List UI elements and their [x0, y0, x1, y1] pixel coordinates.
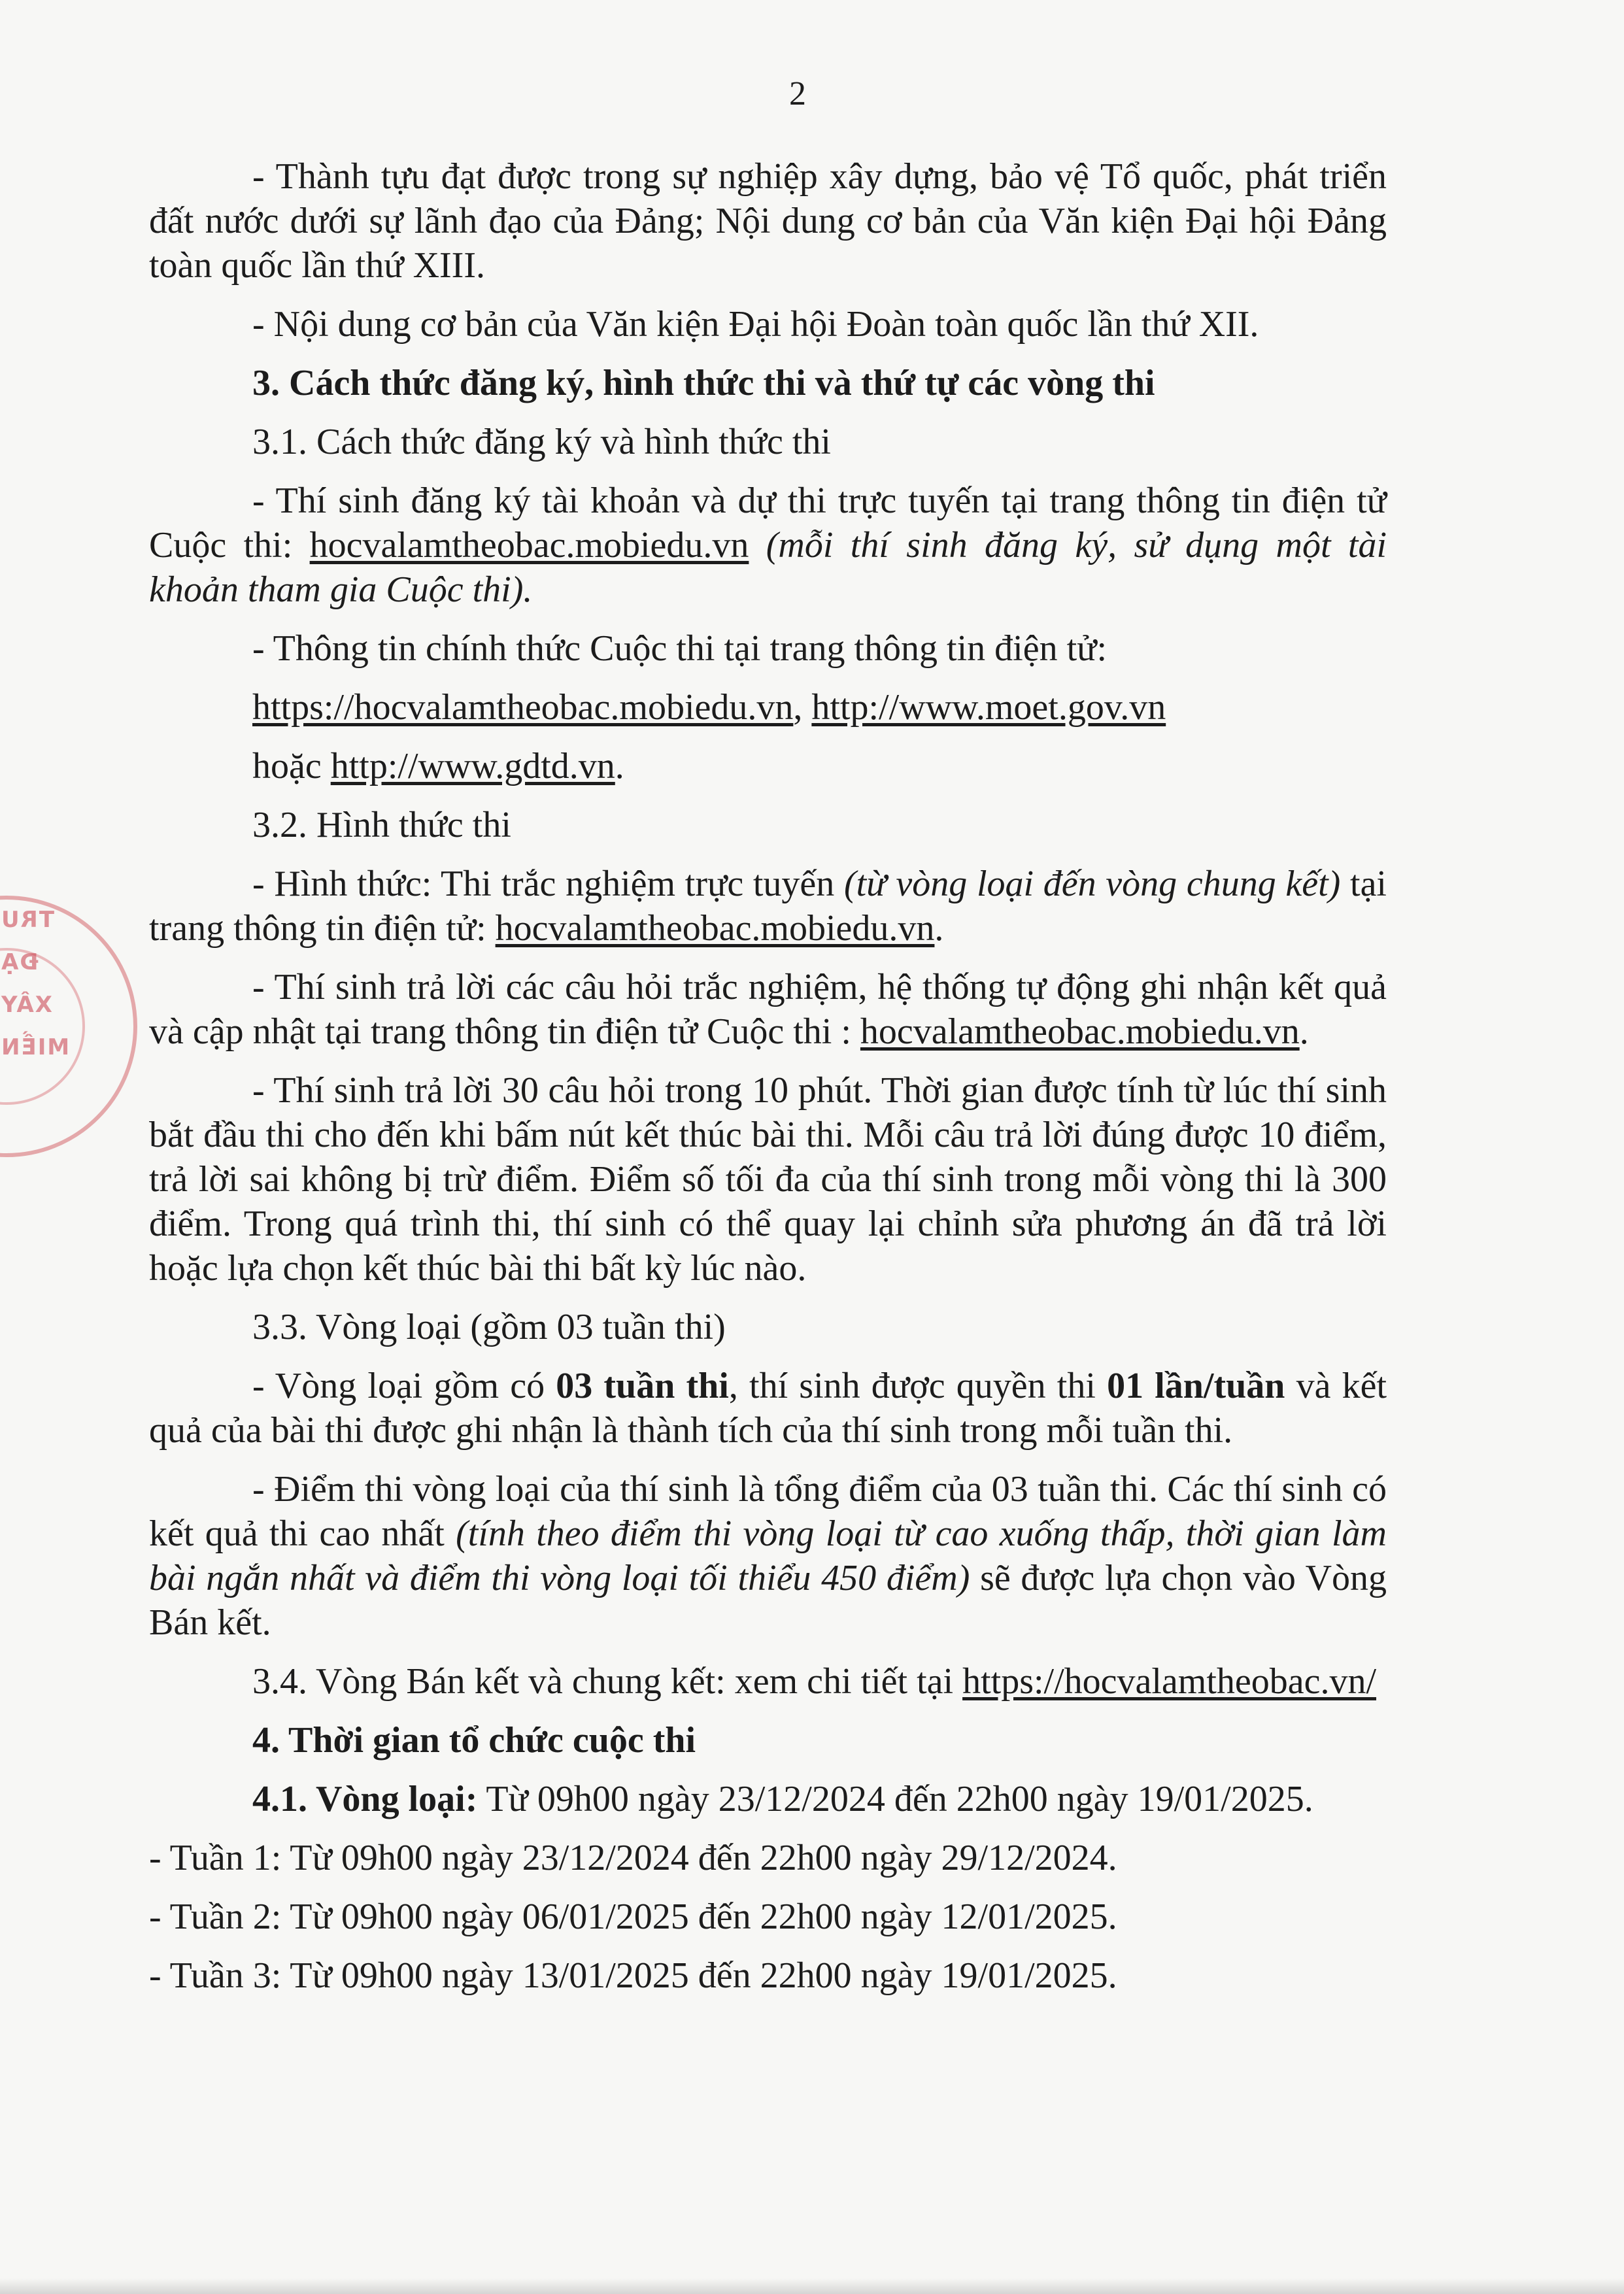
qualifying-round-label: 4.1. Vòng loại:: [252, 1779, 478, 1819]
paragraph-qualifying-score: [149, 1467, 1387, 1645]
paragraph-official-links: [149, 685, 1387, 730]
paragraph-exam-format: [149, 862, 1387, 951]
exam-website-link[interactable]: hocvalamtheobac.mobiedu.vn: [495, 908, 935, 949]
subsection-4-1: [149, 1777, 1387, 1821]
qualifying-weeks-bold: 03 tuần thi: [556, 1366, 729, 1406]
semifinal-details-link[interactable]: https://hocvalamtheobac.vn/: [962, 1661, 1377, 1702]
stamp-text-line-1: TRU: [0, 907, 54, 933]
qualifying-round-dates: Từ 09h00 ngày 23/12/2024 đến 22h00 ngày 19/01/2025.: [477, 1779, 1313, 1819]
qualifying-end: và kết quả của bài thi được ghi nhận là thành tích của thí sinh trong mỗi tuần thi.: [149, 1366, 1387, 1451]
gdtd-link[interactable]: http://www.gdtd.vn: [330, 746, 615, 786]
paragraph-auto-record: [149, 965, 1387, 1054]
score-criteria-note: (tính theo điểm thi vòng loại từ cao xuống thấp, thời gian làm bài ngắn nhất và điểm thi vòng loại tối thiểu 450 điểm): [149, 1513, 1387, 1598]
subsection-heading-3-2: 3.2. Hình thức thi: [252, 805, 511, 845]
week-1-schedule: - Tuần 1: Từ 09h00 ngày 23/12/2024 đến 22h00 ngày 29/12/2024.: [149, 1838, 1117, 1878]
exam-format-mid: tại trang thông tin điện tử:: [149, 864, 1387, 949]
qualifying-mid: , thí sinh được quyền thi: [728, 1366, 1108, 1406]
paragraph-qualifying-weeks: [149, 1364, 1387, 1453]
score-end: sẽ được lựa chọn vào Vòng Bán kết.: [149, 1558, 1387, 1643]
stamp-text-line-2: ĐẠ: [0, 949, 39, 975]
section-heading-4: 4. Thời gian tổ chức cuộc thi: [252, 1720, 696, 1761]
paragraph-gdtd-link: [149, 744, 1387, 788]
contest-website-link[interactable]: hocvalamtheobac.mobiedu.vn: [309, 525, 749, 565]
subsection-heading-3-4: [149, 1659, 1387, 1704]
link-separator: ,: [793, 687, 812, 728]
score-text: - Điểm thi vòng loại của thí sinh là tổng điểm của 03 tuần thi. Các thí sinh có kết quả thi cao nhất: [149, 1469, 1387, 1554]
exam-format-text: - Hình thức: Thi trắc nghiệm trực tuyến: [252, 864, 844, 904]
moet-link[interactable]: http://www.moet.gov.vn: [811, 687, 1166, 728]
qualifying-frequency-bold: 01 lần/tuần: [1107, 1366, 1285, 1406]
week-2-schedule: - Tuần 2: Từ 09h00 ngày 06/01/2025 đến 22h00 ngày 12/01/2025.: [149, 1897, 1117, 1937]
period-text: .: [615, 746, 624, 786]
auto-record-end: .: [1299, 1011, 1309, 1052]
semifinal-text: 3.4. Vòng Bán kết và chung kết: xem chi tiết tại: [252, 1661, 963, 1702]
section-heading-3: 3. Cách thức đăng ký, hình thức thi và thứ tự các vòng thi: [252, 363, 1155, 403]
registration-note: (mỗi thí sinh đăng ký, sử dụng một tài khoản tham gia Cuộc thi).: [149, 525, 1387, 610]
document-body: [149, 154, 1387, 1998]
registration-text: - Thí sinh đăng ký tài khoản và dự thi trực tuyến tại trang thông tin điện tử Cuộc thi:: [149, 481, 1387, 565]
week-3-schedule: - Tuần 3: Từ 09h00 ngày 13/01/2025 đến 22h00 ngày 19/01/2025.: [149, 1955, 1117, 1996]
exam-format-note: (từ vòng loại đến vòng chung kết): [843, 864, 1341, 904]
results-website-link[interactable]: hocvalamtheobac.mobiedu.vn: [860, 1011, 1300, 1052]
page-number: 2: [789, 75, 806, 112]
hocvalamtheobac-link[interactable]: https://hocvalamtheobac.mobiedu.vn: [252, 687, 794, 728]
paragraph-youth-congress: - Nội dung cơ bản của Văn kiện Đại hội Đoàn toàn quốc lần thứ XII.: [252, 304, 1259, 345]
scan-bottom-edge: [0, 2278, 1624, 2294]
stamp-text-line-3: XÂY: [0, 992, 52, 1018]
auto-record-text: - Thí sinh trả lời các câu hỏi trắc nghiệm, hệ thống tự động ghi nhận kết quả và cập nhật tại trang thông tin điện tử Cuộc thi :: [149, 967, 1387, 1052]
subsection-heading-3-3: 3.3. Vòng loại (gồm 03 tuần thi): [252, 1307, 726, 1347]
subsection-heading-3-1: 3.1. Cách thức đăng ký và hình thức thi: [252, 422, 831, 462]
or-text: hoặc: [252, 746, 331, 786]
exam-format-end: .: [934, 908, 944, 949]
qualifying-text: - Vòng loại gồm có: [252, 1366, 556, 1406]
paragraph-achievements: - Thành tựu đạt được trong sự nghiệp xây dựng, bảo vệ Tổ quốc, phát triển đất nước dưới sự lãnh đạo của Đảng; Nội dung cơ bản của Văn kiện Đại hội Đảng toàn quốc lần thứ XIII.: [149, 156, 1387, 286]
paragraph-registration: [149, 479, 1387, 612]
paragraph-exam-rules: - Thí sinh trả lời 30 câu hỏi trong 10 phút. Thời gian được tính từ lúc thí sinh bắt đầu thi cho đến khi bấm nút kết thúc bài thi. Mỗi câu trả lời đúng được 10 điểm, trả lời sai không bị trừ điểm. Điểm số tối đa của thí sinh trong mỗi vòng thi là 300 điểm. Trong quá trình thi, thí sinh có thể quay lại chỉnh sửa phương án đã trả lời hoặc lựa chọn kết thúc bài thi bất kỳ lúc nào.: [149, 1070, 1387, 1289]
stamp-text-line-4: MIỀN: [0, 1034, 70, 1060]
paragraph-official-info: - Thông tin chính thức Cuộc thi tại trang thông tin điện tử:: [252, 628, 1108, 669]
